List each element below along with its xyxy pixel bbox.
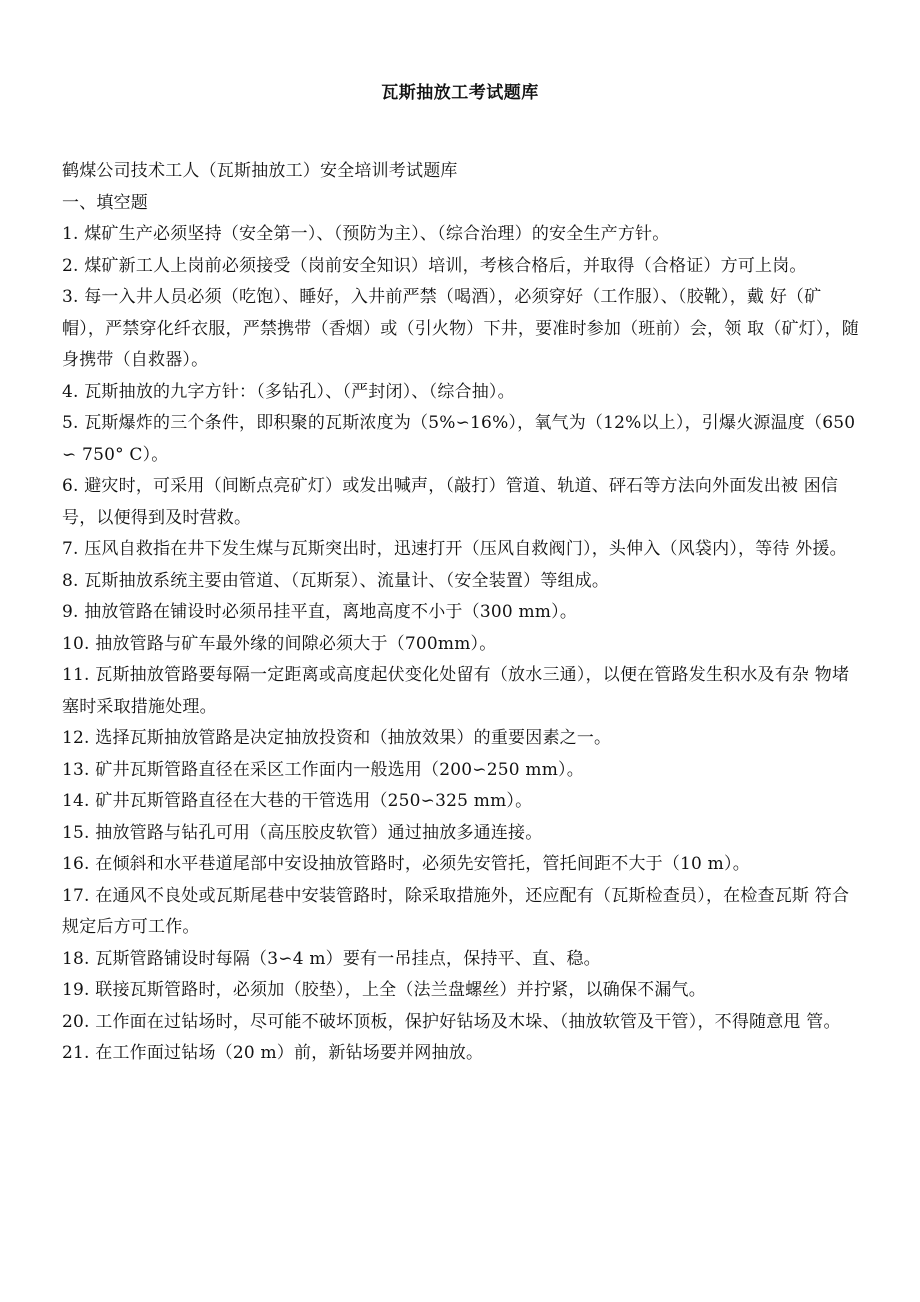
question-item: 20. 工作面在过钻场时，尽可能不破坏顶板，保护好钻场及木垛、（抽放软管及干管），不得随意甩 管。 bbox=[62, 1011, 841, 1032]
question-item: 5. 瓦斯爆炸的三个条件，即积聚的瓦斯浓度为（5%∽16%），氧气为（12%以上），引爆火源温度（650∽ 750° C）。 bbox=[62, 413, 856, 465]
question-item: 2. 煤矿新工人上岗前必须接受（岗前安全知识）培训，考核合格后，并取得（合格证）方可上岗。 bbox=[62, 255, 807, 276]
document-body bbox=[62, 156, 860, 1070]
question-item: 18. 瓦斯管路铺设时每隔（3∽4 m）要有一吊挂点，保持平、直、稳。 bbox=[62, 948, 601, 969]
question-item: 12. 选择瓦斯抽放管路是决定抽放投资和（抽放效果）的重要因素之一。 bbox=[62, 728, 612, 748]
question-item: 15. 抽放管路与钻孔可用（高压胶皮软管）通过抽放多通连接。 bbox=[62, 822, 543, 843]
question-item: 7. 压风自救指在井下发生煤与瓦斯突出时，迅速打开（压风自救阀门），头伸入（风袋内），等待 外援。 bbox=[62, 539, 847, 559]
question-item: 6. 避灾时，可采用（间断点亮矿灯）或发出喊声，（敲打）管道、轨道、砰石等方法向外面发出被 困信号，以便得到及时营救。 bbox=[62, 476, 839, 528]
page-title: 瓦斯抽放工考试题库 bbox=[381, 83, 539, 103]
question-item: 10. 抽放管路与矿车最外缘的间隙必须大于（700mm）。 bbox=[62, 633, 497, 654]
question-item: 21. 在工作面过钻场（20 m）前，新钻场要并网抽放。 bbox=[62, 1043, 484, 1063]
document-subtitle: 鹤煤公司技术工人（瓦斯抽放工）安全培训考试题库 bbox=[62, 161, 458, 181]
question-item: 13. 矿井瓦斯管路直径在采区工作面内一般选用（200∽250 mm）。 bbox=[62, 759, 584, 780]
question-item: 1. 煤矿生产必须坚持（安全第一）、（预防为主）、（综合治理）的安全生产方针。 bbox=[62, 224, 670, 244]
section-heading: 一、填空题 bbox=[62, 192, 148, 213]
question-item: 19. 联接瓦斯管路时，必须加（胶垫），上全（法兰盘螺丝）并拧紧，以确保不漏气。 bbox=[62, 980, 706, 1000]
question-item: 11. 瓦斯抽放管路要每隔一定距离或高度起伏变化处留有（放水三通），以便在管路发生积水及有杂 物堵塞时采取措施处理。 bbox=[62, 665, 850, 717]
question-item: 17. 在通风不良处或瓦斯尾巷中安装管路时，除采取措施外，还应配有（瓦斯检查员），在检查瓦斯 符合规定后方可工作。 bbox=[62, 885, 850, 937]
question-item: 9. 抽放管路在铺设时必须吊挂平直，离地高度不小于（300 mm）。 bbox=[62, 602, 578, 622]
question-item: 16. 在倾斜和水平巷道尾部中安设抽放管路时，必须先安管托，管托间距不大于（10 m）。 bbox=[62, 854, 750, 874]
question-item: 4. 瓦斯抽放的九字方针：（多钻孔）、（严封闭）、（综合抽）。 bbox=[62, 381, 515, 402]
question-item: 14. 矿井瓦斯管路直径在大巷的干管选用（250∽325 mm）。 bbox=[62, 791, 533, 811]
question-item: 3. 每一入井人员必须（吃饱）、睡好，入井前严禁（喝酒），必须穿好（工作服）、（胶靴），戴 好（矿帽），严禁穿化纤衣服，严禁携带（香烟）或（引火物）下井，要准时参加（班前）会，领 取（矿灯），随身携带（自救器）。 bbox=[62, 287, 860, 370]
question-item: 8. 瓦斯抽放系统主要由管道、（瓦斯泵）、流量计、（安全装置）等组成。 bbox=[62, 570, 610, 591]
